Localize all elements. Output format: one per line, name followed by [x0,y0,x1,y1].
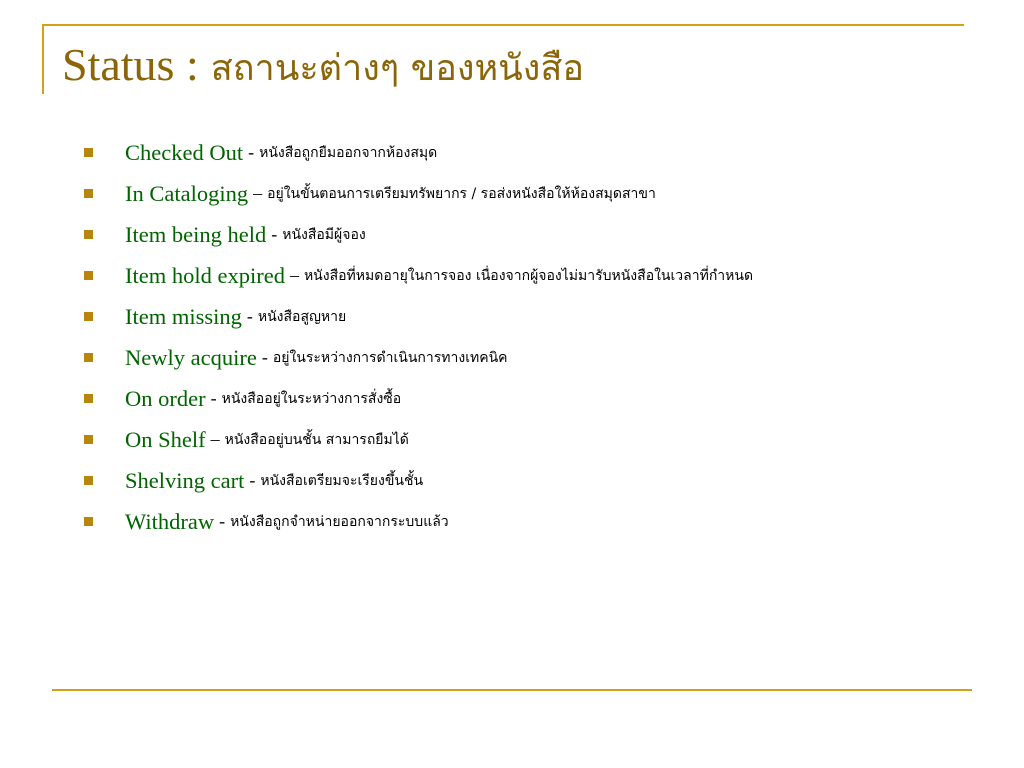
status-item-being-held [84,214,753,255]
square-bullet-icon [84,476,93,485]
status-description: หนังสืออยู่ในระหว่างการสั่งซื้อ [221,390,402,407]
separator: - [219,511,226,531]
status-item-hold-expired [84,255,753,296]
status-item-missing [84,296,753,337]
status-list [84,132,753,542]
slide-title [62,38,584,96]
square-bullet-icon [84,435,93,444]
status-item-on-shelf [84,419,753,460]
separator: - [248,142,255,162]
status-term: On order [125,385,206,411]
title-english: Status : [62,39,199,90]
top-rule [42,24,964,26]
status-term: Checked Out [125,139,244,165]
status-term: Item being held [125,221,267,247]
status-description: หนังสืออยู่บนชั้น สามารถยืมได้ [224,431,409,448]
status-term: Item hold expired [125,262,285,288]
status-item-on-order [84,378,753,419]
status-item-newly-acquire [84,337,753,378]
status-term: Item missing [125,303,242,329]
status-term: Withdraw [125,508,215,534]
square-bullet-icon [84,353,93,362]
status-item-withdraw [84,501,753,542]
square-bullet-icon [84,517,93,526]
square-bullet-icon [84,271,93,280]
status-description: หนังสือสูญหาย [257,308,347,325]
separator: - [246,306,253,326]
status-term: In Cataloging [125,180,249,206]
square-bullet-icon [84,230,93,239]
title-thai: สถานะต่างๆ ของหนังสือ [210,48,584,89]
square-bullet-icon [84,189,93,198]
square-bullet-icon [84,148,93,157]
status-item-in-cataloging [84,173,753,214]
separator: - [261,347,268,367]
left-rule [42,24,44,94]
status-term: Newly acquire [125,344,257,370]
status-term: On Shelf [125,426,206,452]
status-description: หนังสือมีผู้จอง [282,226,366,243]
bottom-rule [52,689,972,691]
separator: – [210,429,220,449]
status-description: หนังสือที่หมดอายุในการจอง เนื่องจากผู้จองไม่มารับหนังสือในเวลาที่กำหนด [303,267,754,284]
status-description: อยู่ในขั้นตอนการเตรียมทรัพยากร / รอส่งหนังสือให้ห้องสมุดสาขา [267,185,656,202]
status-term: Shelving cart [125,467,245,493]
status-item-checked-out [84,132,753,173]
status-description: หนังสือเตรียมจะเรียงขึ้นชั้น [260,472,424,489]
separator: – [253,183,263,203]
status-description: หนังสือถูกจำหน่ายออกจากระบบแล้ว [230,513,449,530]
status-description: อยู่ในระหว่างการดำเนินการทางเทคนิค [272,349,508,366]
separator: – [289,265,299,285]
status-item-shelving-cart [84,460,753,501]
separator: - [271,224,278,244]
status-description: หนังสือถูกยืมออกจากห้องสมุด [259,144,438,161]
separator: - [210,388,217,408]
square-bullet-icon [84,312,93,321]
square-bullet-icon [84,394,93,403]
separator: - [249,470,256,490]
